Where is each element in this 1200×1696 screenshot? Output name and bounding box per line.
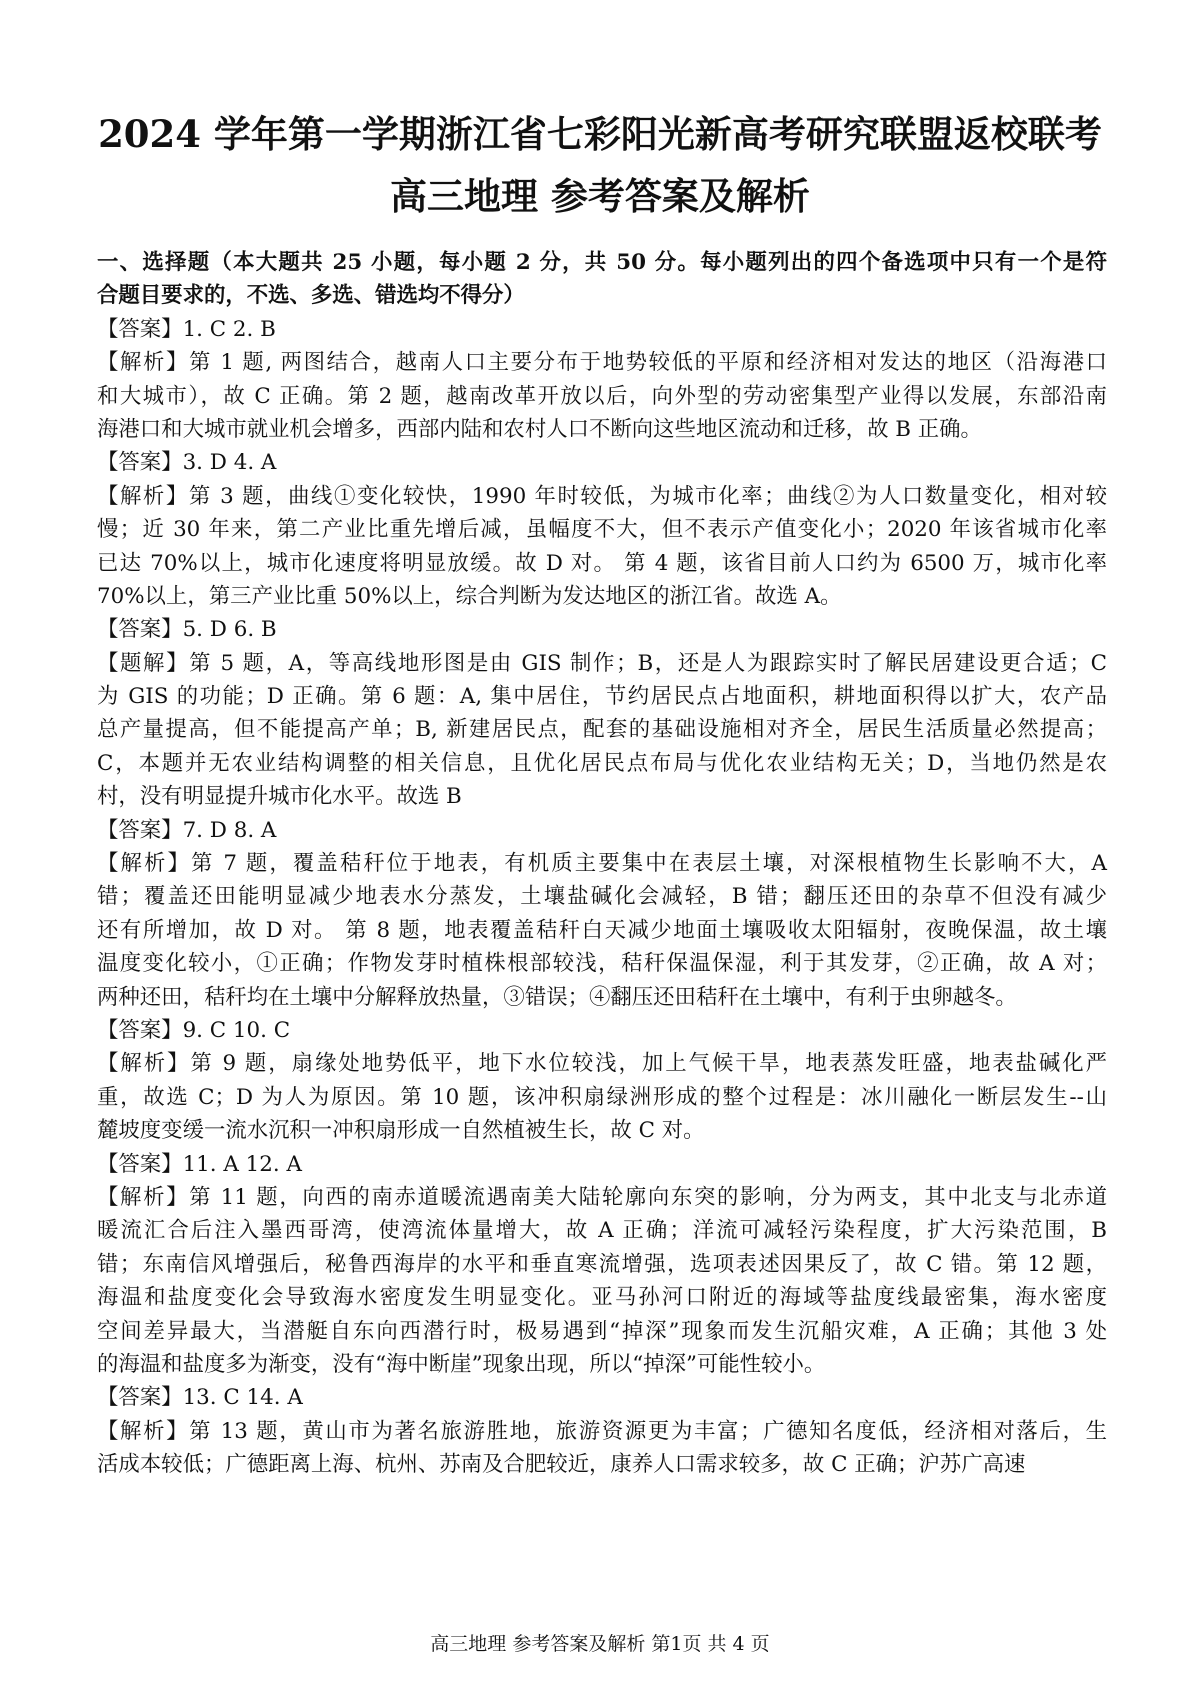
analysis-line: 村，没有明显提升城市化水平。故选 B [97, 784, 462, 810]
document-title: 2024 学年第一学期浙江省七彩阳光新高考研究联盟返校联考 [98, 112, 1102, 156]
analysis-line: 为 GIS 的功能；D 正确。第 6 题：A, 集中居住，节约居民点占地面积，耕地面积得以扩大，农产品 [97, 684, 1107, 710]
document-body [97, 246, 1107, 1481]
answer-block [97, 1148, 1107, 1181]
analysis-line: 两种还田，秸秆均在土壤中分解释放热量，③错误；④翻压还田秸秆在土壤中，有利于虫卵越冬。 [97, 984, 1017, 1010]
analysis-line: 【解析】第 1 题, 两图结合，越南人口主要分布于地势较低的平原和经济相对发达的地区（沿海港口 [97, 350, 1107, 376]
answer-block [97, 814, 1107, 847]
analysis-line: 暖流汇合后注入墨西哥湾，使湾流体量增大，故 A 正确；洋流可减轻污染程度，扩大污染范围，B [97, 1218, 1107, 1244]
answer-line: 【答案】3. D 4. A [97, 450, 277, 476]
analysis-block [97, 847, 1107, 1014]
answer-block [97, 313, 1107, 346]
analysis-block [97, 1415, 1107, 1482]
analysis-line: 【解析】第 3 题，曲线①变化较快，1990 年时较低，为城市化率；曲线②为人口数量变化，相对较 [97, 483, 1107, 509]
analysis-line: 还有所增加，故 D 对。 第 8 题，地表覆盖秸秆白天减少地面土壤吸收太阳辐射，夜晚保温，故土壤 [97, 917, 1107, 943]
analysis-line: 重，故选 C；D 为人为原因。第 10 题，该冲积扇绿洲形成的整个过程是：冰川融化一断层发生--山 [97, 1084, 1107, 1110]
analysis-line: 活成本较低；广德距离上海、杭州、苏南及合肥较近，康养人口需求较多，故 C 正确；沪苏广高速 [97, 1452, 1026, 1478]
analysis-line: 麓坡度变缓一流水沉积一冲积扇形成一自然植被生长，故 C 对。 [97, 1118, 705, 1144]
analysis-line: 的海温和盐度多为渐变，没有“海中断崖”现象出现，所以“掉深”可能性较小。 [97, 1351, 826, 1377]
analysis-block [97, 480, 1107, 614]
page-footer: 高三地理 参考答案及解析 第1页 共 4 页 [430, 1633, 770, 1655]
analysis-line: 【解析】第 9 题，扇缘处地势低平，地下水位较浅，加上气候干旱，地表蒸发旺盛，地表盐碱化严 [97, 1051, 1107, 1077]
analysis-line: 70%以上，第三产业比重 50%以上，综合判断为发达地区的浙江省。故选 A。 [97, 583, 842, 609]
answer-block [97, 1014, 1107, 1047]
answer-line: 【答案】5. D 6. B [97, 617, 277, 643]
analysis-line: 和大城市），故 C 正确。第 2 题，越南改革开放以后，向外型的劳动密集型产业得以发展，东部沿南 [97, 383, 1107, 409]
analysis-block [97, 1181, 1107, 1381]
answer-line: 【答案】11. A 12. A [97, 1151, 302, 1177]
analysis-line: 【解析】第 11 题，向西的南赤道暖流遇南美大陆轮廓向东突的影响，分为两支，其中北支与北赤道 [97, 1184, 1107, 1210]
analysis-line: 错；覆盖还田能明显减少地表水分蒸发，土壤盐碱化会减轻，B 错；翻压还田的杂草不但没有减少 [97, 884, 1107, 910]
answer-line: 【答案】7. D 8. A [97, 817, 277, 843]
analysis-block [97, 1047, 1107, 1147]
answer-line: 【答案】1. C 2. B [97, 316, 276, 342]
document-subtitle: 高三地理 参考答案及解析 [390, 174, 810, 218]
analysis-line: 【解析】第 13 题，黄山市为著名旅游胜地，旅游资源更为丰富；广德知名度低，经济相对落后，生 [97, 1418, 1107, 1444]
analysis-line: 错；东南信风增强后，秘鲁西海岸的水平和垂直寒流增强，选项表述因果反了，故 C 错。第 12 题， [97, 1251, 1107, 1277]
analysis-line: 海温和盐度变化会导致海水密度发生明显变化。亚马孙河口附近的海域等盐度线最密集，海水密度 [97, 1285, 1107, 1311]
analysis-line: 温度变化较小，①正确；作物发芽时植株根部较浅，秸秆保温保湿，利于其发芽，②正确，故 A 对； [97, 951, 1107, 977]
analysis-block [97, 647, 1107, 814]
analysis-line: 海港口和大城市就业机会增多，西部内陆和农村人口不断向这些地区流动和迁移，故 B 正确。 [97, 416, 982, 442]
answer-block [97, 446, 1107, 479]
analysis-line: 【题解】第 5 题，A，等高线地形图是由 GIS 制作；B，还是人为跟踪实时了解民居建设更合适；C [97, 650, 1107, 676]
analysis-line: 已达 70%以上，城市化速度将明显放缓。故 D 对。 第 4 题，该省目前人口约为 6500 万，城市化率 [97, 550, 1107, 576]
analysis-line: 空间差异最大，当潜艇自东向西潜行时，极易遇到“掉深”现象而发生沉船灾难，A 正确；其他 3 处 [97, 1318, 1107, 1344]
answer-block [97, 613, 1107, 646]
analysis-line: 【解析】第 7 题，覆盖秸秆位于地表，有机质主要集中在表层土壤，对深根植物生长影响不大，A [97, 851, 1107, 877]
answer-line: 【答案】9. C 10. C [97, 1017, 291, 1043]
analysis-line: 慢；近 30 年来，第二产业比重先增后减，虽幅度不大，但不表示产值变化小；2020 年该省城市化率 [97, 517, 1107, 543]
answer-line: 【答案】13. C 14. A [97, 1385, 303, 1411]
analysis-block [97, 346, 1107, 446]
answer-block [97, 1381, 1107, 1414]
section-heading-line: 一、选择题（本大题共 25 小题，每小题 2 分，共 50 分。每小题列出的四个备选项中只有一个是符 [97, 250, 1107, 275]
analysis-line: C，本题并无农业结构调整的相关信息，且优化居民点布局与优化农业结构无关；D，当地仍然是农 [97, 750, 1107, 776]
section-heading [97, 246, 1107, 313]
section-heading-line: 合题目要求的，不选、多选、错选均不得分） [97, 283, 525, 309]
answer-list [97, 313, 1107, 1482]
analysis-line: 总产量提高，但不能提高产单；B, 新建居民点，配套的基础设施相对齐全，居民生活质量必然提高； [97, 717, 1107, 743]
